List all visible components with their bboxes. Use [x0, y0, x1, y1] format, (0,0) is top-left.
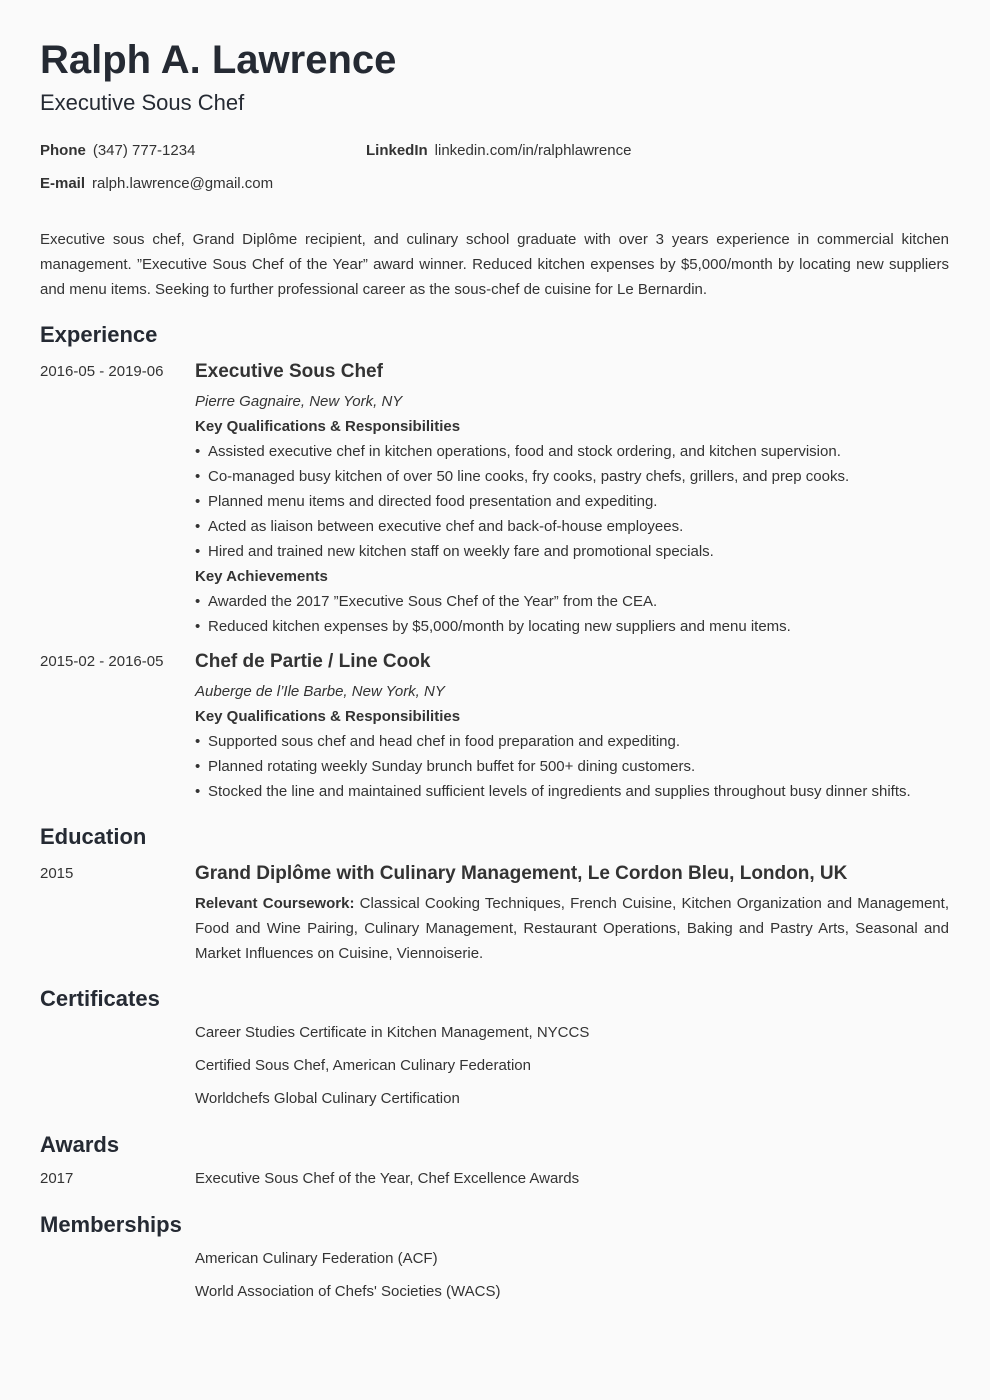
- linkedin-label: LinkedIn: [366, 142, 428, 159]
- linkedin-row: [366, 141, 631, 161]
- certificate-item: Career Studies Certificate in Kitchen Management, NYCCS: [195, 1024, 590, 1041]
- job-entry: [195, 360, 949, 639]
- experience-heading: Experience: [40, 322, 158, 347]
- certificate-item: Worldchefs Global Culinary Certification: [195, 1090, 460, 1107]
- list-item: • Acted as liaison between executive chef and back-of-house employees.: [195, 514, 949, 539]
- list-item: • Planned rotating weekly Sunday brunch buffet for 500+ dining customers.: [195, 754, 949, 779]
- list-item: • Supported sous chef and head chef in food preparation and expediting.: [195, 729, 949, 754]
- list-item: • Reduced kitchen expenses by $5,000/month by locating new suppliers and menu items.: [195, 614, 949, 639]
- job-company: Pierre Gagnaire, New York, NY: [195, 393, 403, 410]
- list-item: • Stocked the line and maintained sufficient levels of ingredients and supplies throughout busy dinner shifts.: [195, 779, 949, 804]
- job-company: Auberge de l’Ile Barbe, New York, NY: [195, 683, 445, 700]
- coursework: [195, 891, 949, 966]
- award-date: 2017: [40, 1170, 74, 1187]
- memberships-list: [195, 1249, 949, 1315]
- qualifications-label: Key Qualifications & Responsibilities: [195, 418, 461, 435]
- certificates-list: [195, 1023, 949, 1122]
- certificate-item: Certified Sous Chef, American Culinary Federation: [195, 1057, 531, 1074]
- job-entry: [195, 650, 949, 804]
- list-item: • Co-managed busy kitchen of over 50 line cooks, fry cooks, pastry chefs, grillers, and prep cooks.: [195, 464, 949, 489]
- memberships-heading: Memberships: [40, 1212, 182, 1237]
- phone-row: [40, 141, 195, 161]
- education-heading: Education: [40, 824, 147, 849]
- qualifications-label: Key Qualifications & Responsibilities: [195, 708, 461, 725]
- phone-label: Phone: [40, 142, 86, 159]
- list-item: • Planned menu items and directed food presentation and expediting.: [195, 489, 949, 514]
- coursework-label: Relevant Coursework:: [195, 895, 355, 912]
- list-item: • Hired and trained new kitchen staff on weekly fare and promotional specials.: [195, 539, 949, 564]
- job-dates: 2015-02 - 2016-05: [40, 653, 164, 670]
- coursework-list: Classical Cooking Techniques, French Cuisine, Kitchen Organization and Management, Food and Wine Pairing, Culinary Management, Restaurant Operations, Baking and Pastry Arts, Seasonal and Market Influences on Cuisine, Viennoiserie.: [195, 895, 949, 962]
- education-entry: [195, 862, 949, 966]
- linkedin-link[interactable]: linkedin.com/in/ralphlawrence: [434, 142, 632, 159]
- award-item: Executive Sous Chef of the Year, Chef Excellence Awards: [195, 1170, 580, 1187]
- job-role: Chef de Partie / Line Cook: [195, 651, 431, 672]
- candidate-name: Ralph A. Lawrence: [40, 38, 397, 82]
- phone-value: (347) 777-1234: [92, 142, 196, 159]
- summary: Executive sous chef, Grand Diplôme recipient, and culinary school graduate with over 3 years experience in commercial kitchen management. ”Executive Sous Chef of the Year” award winner. Reduced kitchen expenses by $5,000/month by locating new suppliers and menu items. Seeking to further professional career as the sous-chef de cuisine for Le Bernardin.: [40, 231, 949, 298]
- achievements-label: Key Achievements: [195, 568, 328, 585]
- list-item: • Assisted executive chef in kitchen operations, food and stock ordering, and kitchen supervision.: [195, 439, 949, 464]
- candidate-title: Executive Sous Chef: [40, 90, 245, 115]
- email-label: E-mail: [40, 175, 86, 192]
- membership-item: World Association of Chefs' Societies (WACS): [195, 1283, 501, 1300]
- list-item: • Awarded the 2017 ”Executive Sous Chef of the Year” from the CEA.: [195, 589, 949, 614]
- email-row: [40, 174, 273, 194]
- membership-item: American Culinary Federation (ACF): [195, 1250, 438, 1267]
- education-date: 2015: [40, 865, 74, 882]
- awards-heading: Awards: [40, 1132, 120, 1157]
- job-role: Executive Sous Chef: [195, 361, 383, 382]
- certificates-heading: Certificates: [40, 986, 160, 1011]
- job-dates: 2016-05 - 2019-06: [40, 363, 164, 380]
- email-link[interactable]: ralph.lawrence@gmail.com: [92, 175, 274, 192]
- degree: Grand Diplôme with Culinary Management, Le Cordon Bleu, London, UK: [195, 863, 848, 884]
